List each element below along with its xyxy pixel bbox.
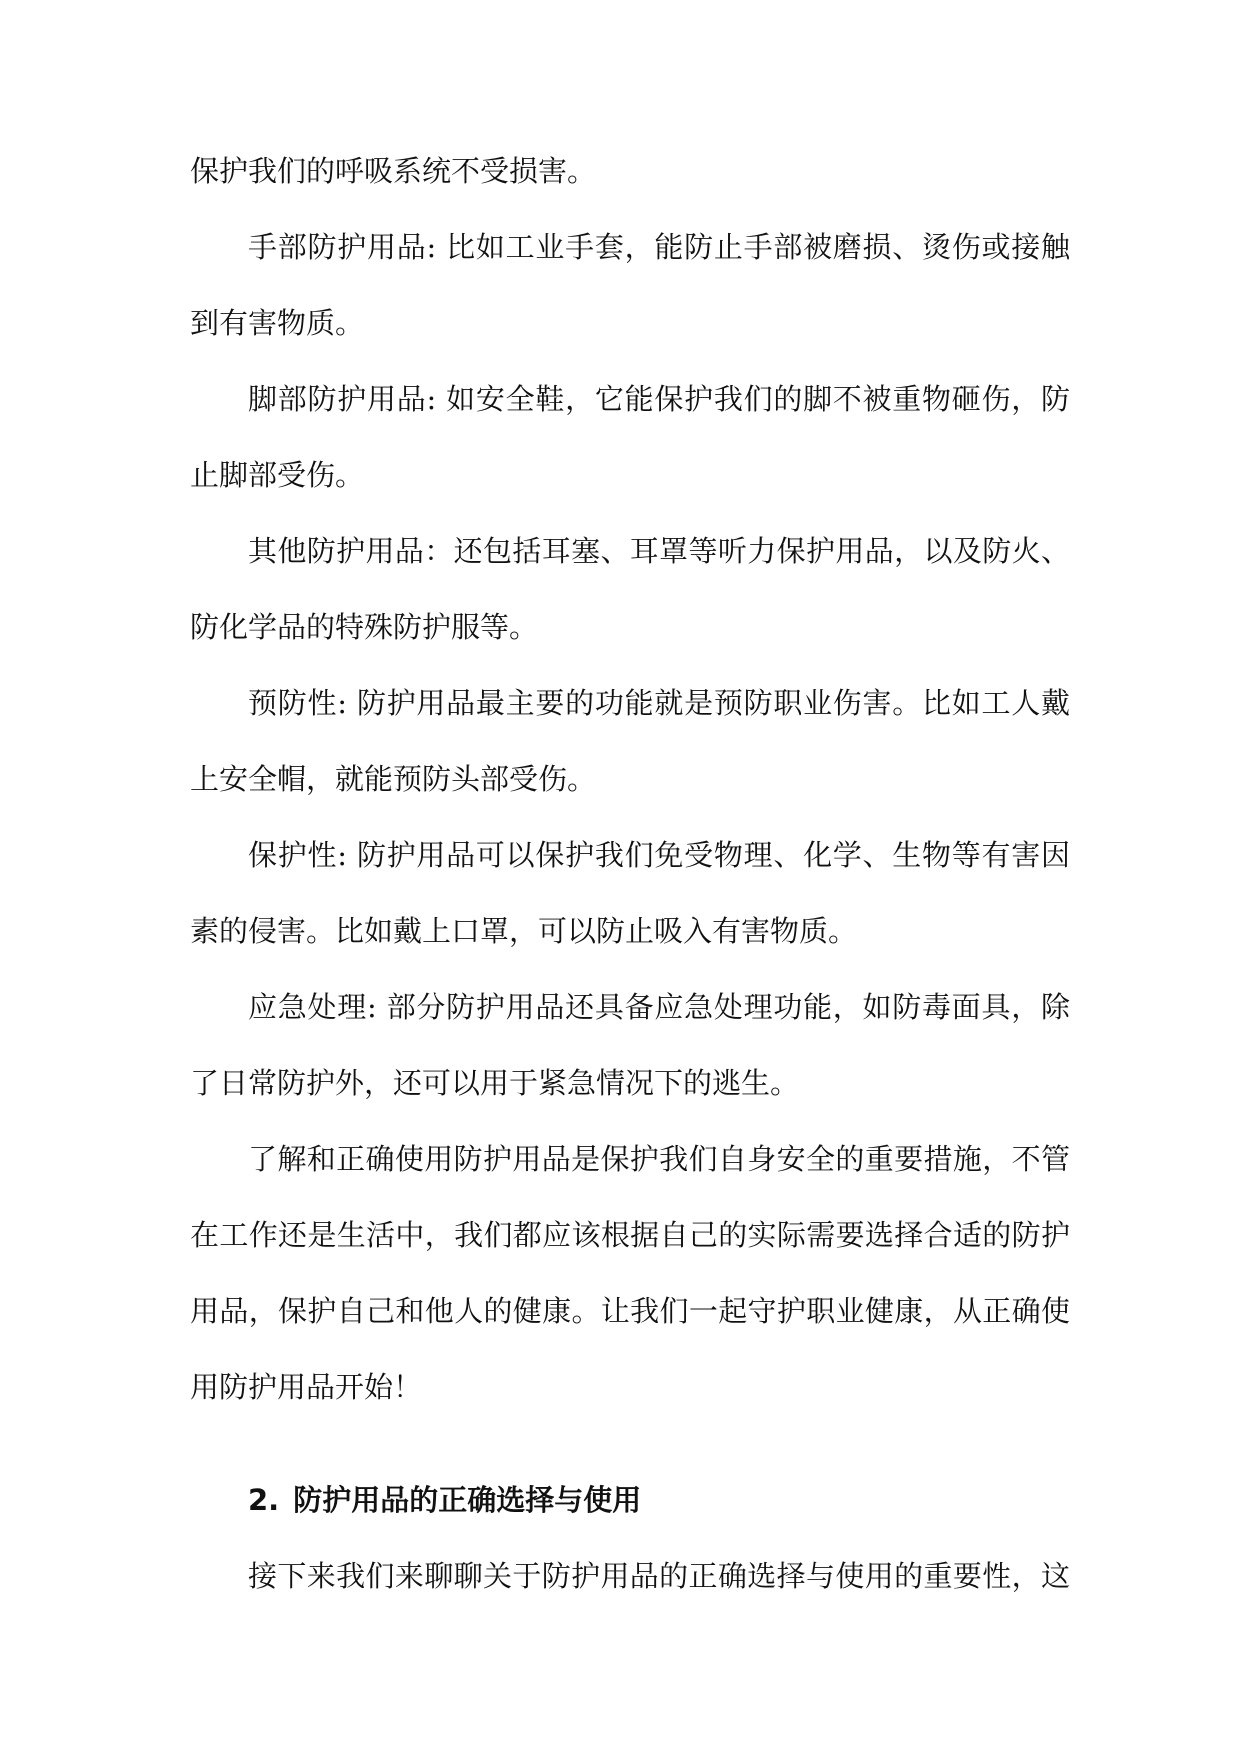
body-text-line: 防化学品的特殊防护服等。 <box>190 610 539 644</box>
paragraph-prevention: 预防性: 防护用品最主要的功能就是预防职业伤害。比如工人戴 <box>248 686 1070 720</box>
paragraph-hand-protection: 手部防护用品: 比如工业手套，能防止手部被磨损、烫伤或接触 <box>248 230 1070 264</box>
paragraph-section-intro: 接下来我们来聊聊关于防护用品的正确选择与使用的重要性，这 <box>248 1559 1070 1593</box>
section-title: 防护用品的正确选择与使用 <box>293 1483 642 1517</box>
body-text-line: 在工作还是生活中，我们都应该根据自己的实际需要选择合适的防护 <box>190 1218 1070 1252</box>
paragraph-other-protection: 其他防护用品：还包括耳塞、耳罩等听力保护用品，以及防火、 <box>248 534 1070 568</box>
paragraph-protection: 保护性: 防护用品可以保护我们免受物理、化学、生物等有害因 <box>248 838 1070 872</box>
body-text-line: 止脚部受伤。 <box>190 458 365 492</box>
body-text-line: 用防护用品开始！ <box>190 1370 423 1404</box>
body-text-line: 了日常防护外，还可以用于紧急情况下的逃生。 <box>190 1066 800 1100</box>
paragraph-summary: 了解和正确使用防护用品是保护我们自身安全的重要措施，不管 <box>248 1142 1070 1176</box>
section-heading <box>190 1462 1070 1538</box>
document-body <box>190 133 1070 1614</box>
paragraph-emergency: 应急处理: 部分防护用品还具备应急处理功能，如防毒面具，除 <box>248 990 1070 1024</box>
body-text-line: 上安全帽，就能预防头部受伤。 <box>190 762 597 796</box>
body-text-line: 保护我们的呼吸系统不受损害。 <box>190 154 597 188</box>
body-text-line: 到有害物质。 <box>190 306 365 340</box>
body-text-line: 素的侵害。比如戴上口罩，可以防止吸入有害物质。 <box>190 914 858 948</box>
body-text-line: 用品，保护自己和他人的健康。让我们一起守护职业健康，从正确使 <box>190 1294 1070 1328</box>
paragraph-foot-protection: 脚部防护用品: 如安全鞋，它能保护我们的脚不被重物砸伤，防 <box>248 382 1070 416</box>
section-number: 2. <box>248 1483 280 1517</box>
